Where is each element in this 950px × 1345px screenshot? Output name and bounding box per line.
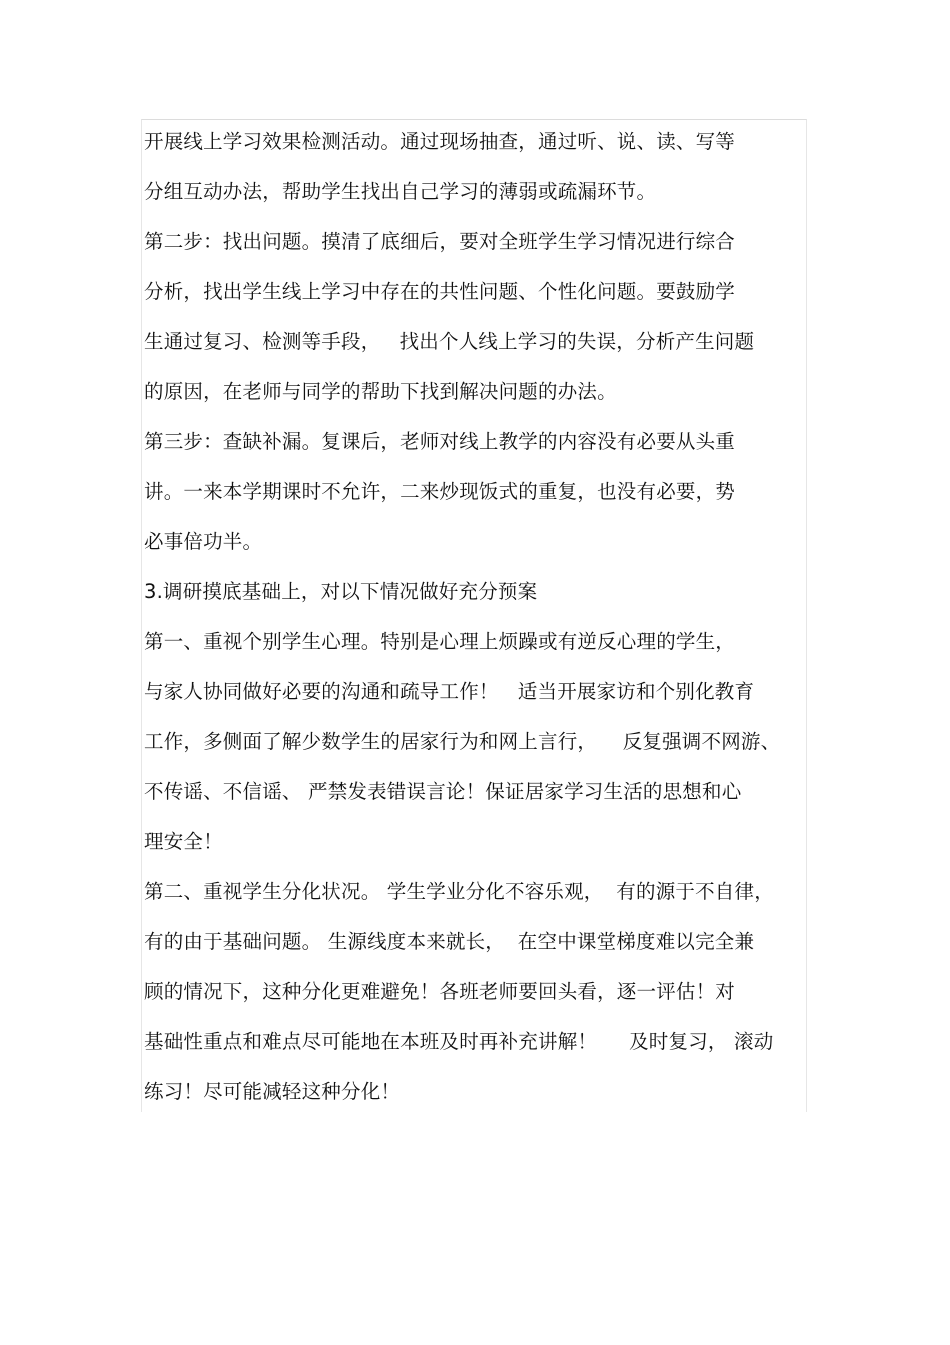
- text-line: 与家人协同做好必要的沟通和疏导工作！ 适当开展家访和个别化教育: [144, 680, 755, 703]
- text-line: 分组互动办法，帮助学生找出自己学习的薄弱或疏漏环节。: [144, 180, 657, 203]
- text-line: 生通过复习、检测等手段， 找出个人线上学习的失误，分析产生问题: [144, 330, 755, 353]
- text-line: 第二、重视学生分化状况。 学生学业分化不容乐观， 有的源于不自律，: [144, 880, 774, 903]
- section-heading: 3.调研摸底基础上，对以下情况做好充分预案: [144, 580, 538, 603]
- text-line: 工作，多侧面了解少数学生的居家行为和网上言行， 反复强调不网游、: [144, 730, 781, 753]
- text-line: 基础性重点和难点尽可能地在本班及时再补充讲解！ 及时复习， 滚动: [144, 1030, 774, 1053]
- document-body: [144, 117, 814, 1117]
- text-line: 练习！尽可能减轻这种分化！: [144, 1080, 401, 1103]
- text-line: 理安全！: [144, 830, 223, 853]
- text-line: 第一、重视个别学生心理。特别是心理上烦躁或有逆反心理的学生，: [144, 630, 736, 653]
- text-line: 必事倍功半。: [144, 530, 263, 553]
- text-line: 第二步：找出问题。摸清了底细后，要对全班学生学习情况进行综合: [144, 230, 736, 253]
- text-line: 顾的情况下，这种分化更难避免！各班老师要回头看，逐一评估！对: [144, 980, 736, 1003]
- text-line: 有的由于基础问题。 生源线度本来就长， 在空中课堂梯度难以完全兼: [144, 930, 755, 953]
- text-line: 分析，找出学生线上学习中存在的共性问题、个性化问题。要鼓励学: [144, 280, 736, 303]
- text-line: 不传谣、不信谣、 严禁发表错误言论！保证居家学习生活的思想和心: [144, 780, 742, 803]
- text-line: 讲。一来本学期课时不允许，二来炒现饭式的重复，也没有必要，势: [144, 480, 736, 503]
- text-line: 的原因，在老师与同学的帮助下找到解决问题的办法。: [144, 380, 617, 403]
- text-line: 开展线上学习效果检测活动。通过现场抽查，通过听、说、读、写等: [144, 130, 736, 153]
- text-line: 第三步：查缺补漏。复课后，老师对线上教学的内容没有必要从头重: [144, 430, 736, 453]
